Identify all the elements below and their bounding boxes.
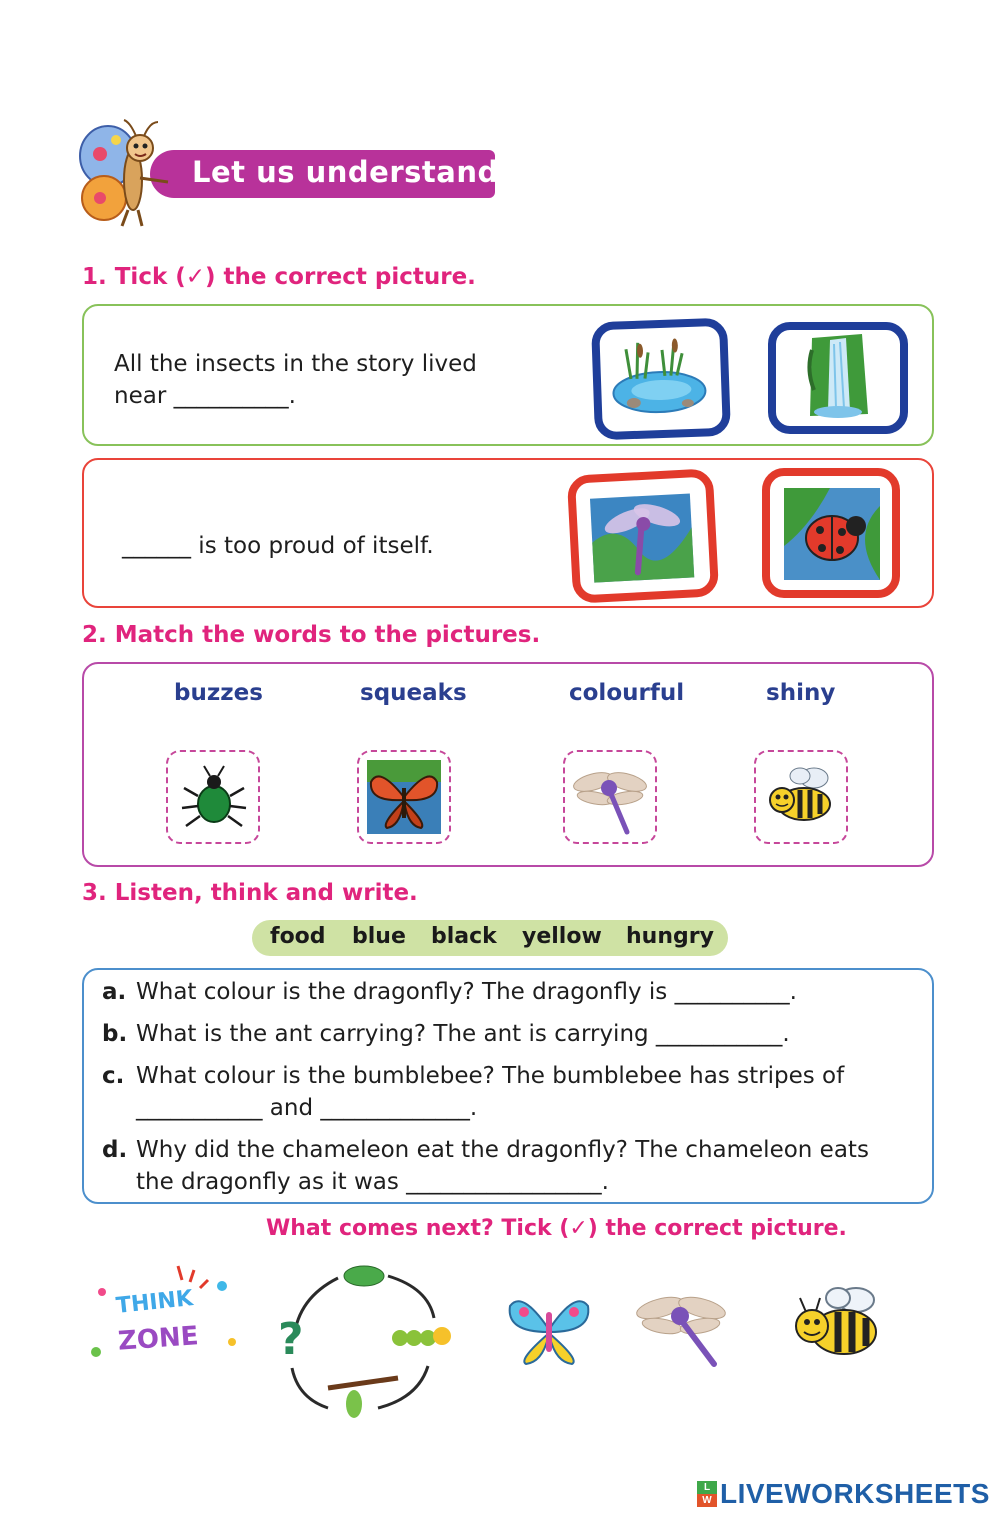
- question-1b-text: ______ is too proud of itself.: [122, 533, 434, 559]
- word-bank-hungry: hungry: [626, 924, 714, 949]
- think-zone-title: What comes next? Tick (✓) the correct picture.: [266, 1216, 847, 1241]
- question-1a-line2: near __________.: [114, 383, 296, 409]
- word-bank-yellow: yellow: [522, 924, 602, 949]
- cycle-question-mark: ?: [278, 1314, 304, 1365]
- match-picture-bee[interactable]: [754, 750, 848, 844]
- beetle-icon: [168, 752, 258, 842]
- match-word-squeaks[interactable]: squeaks: [360, 680, 467, 706]
- bee-icon: [782, 1278, 890, 1364]
- question-3-title: 3. Listen, think and write.: [82, 880, 418, 906]
- option-dragonfly[interactable]: [630, 1284, 734, 1370]
- word-bank-black: black: [431, 924, 497, 949]
- match-picture-beetle[interactable]: [166, 750, 260, 844]
- section-title: Let us understand: [192, 155, 499, 189]
- liveworksheets-logo: [697, 1478, 990, 1510]
- ladybird-option[interactable]: [762, 468, 900, 598]
- question-2-title: 2. Match the words to the pictures.: [82, 622, 541, 648]
- pond-icon: [599, 326, 722, 432]
- pond-option[interactable]: [591, 318, 731, 441]
- question-b-letter: b.: [102, 1021, 128, 1047]
- butterfly-icon: [504, 1290, 594, 1370]
- question-c-letter: c.: [102, 1063, 125, 1089]
- ladybird-icon: [770, 476, 892, 590]
- question-d-text-line2: the dragonfly as it was _________________.: [136, 1169, 609, 1195]
- question-d-text-line1: Why did the chameleon eat the dragonfly? The chameleon eats: [136, 1137, 869, 1163]
- question-d-letter: d.: [102, 1137, 128, 1163]
- think-zone-word-1: THINK: [114, 1286, 195, 1319]
- match-picture-dragonfly[interactable]: [563, 750, 657, 844]
- bee-icon: [756, 752, 846, 842]
- match-word-buzzes[interactable]: buzzes: [174, 680, 263, 706]
- caterpillar-icon: [392, 1327, 451, 1346]
- word-bank-blue: blue: [352, 924, 406, 949]
- think-zone-splash-icon: [82, 1262, 242, 1382]
- question-a-letter: a.: [102, 979, 127, 1005]
- question-1a-line1: All the insects in the story lived: [114, 351, 477, 377]
- match-word-shiny[interactable]: shiny: [766, 680, 836, 706]
- butterfly-mascot-icon: [78, 118, 178, 230]
- question-b-text: What is the ant carrying? The ant is carrying ___________.: [136, 1021, 790, 1047]
- word-bank-food: food: [270, 924, 326, 949]
- waterfall-icon: [776, 330, 900, 426]
- option-butterfly[interactable]: [504, 1290, 594, 1370]
- logo-text: LIVEWORKSHEETS: [720, 1478, 990, 1509]
- question-a-text: What colour is the dragonfly? The dragonfly is __________.: [136, 979, 797, 1005]
- option-bee[interactable]: [782, 1278, 890, 1364]
- waterfall-option[interactable]: [768, 322, 908, 434]
- question-c-text-line1: What colour is the bumblebee? The bumblebee has stripes of: [136, 1063, 845, 1089]
- question-c-text-line2: ___________ and _____________.: [136, 1095, 478, 1121]
- question-1-title: 1. Tick (✓) the correct picture.: [82, 264, 476, 290]
- dragonfly-icon: [565, 752, 655, 842]
- dragonfly-icon: [575, 477, 711, 596]
- butterfly-icon: [359, 752, 449, 842]
- think-zone-word-2: ZONE: [117, 1321, 200, 1357]
- life-cycle-diagram: [268, 1258, 468, 1428]
- think-zone-badge: [82, 1262, 242, 1382]
- match-word-colourful[interactable]: colourful: [569, 680, 685, 706]
- match-picture-butterfly[interactable]: [357, 750, 451, 844]
- dragonfly-option[interactable]: [567, 468, 719, 603]
- dragonfly-icon: [630, 1284, 734, 1370]
- logo-badge-icon: L W: [697, 1481, 717, 1507]
